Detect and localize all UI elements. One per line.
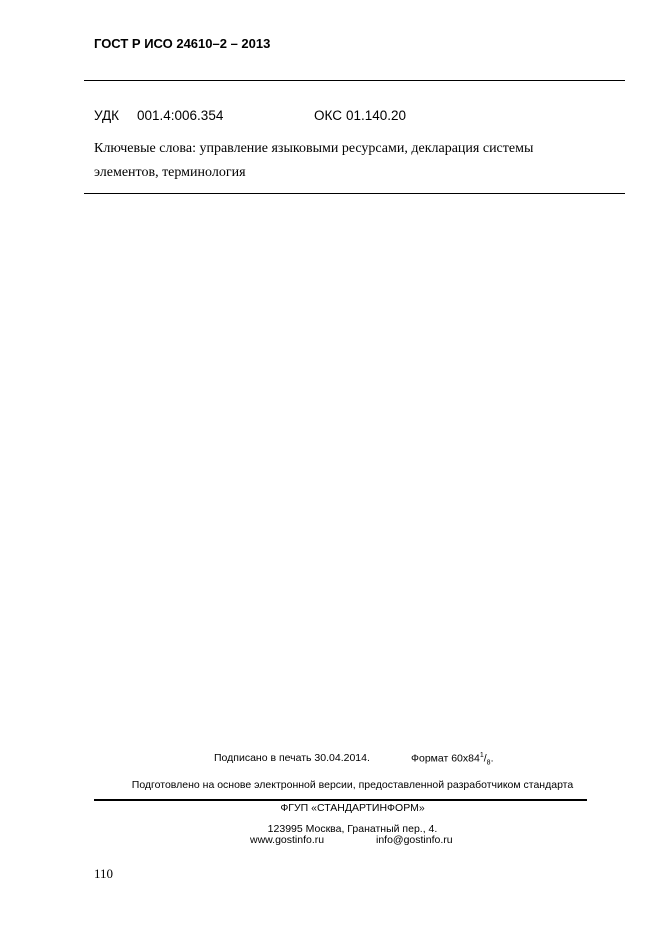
publisher-name: ФГУП «СТАНДАРТИНФОРМ» (280, 802, 425, 814)
format-prefix: Формат 60х84 (411, 752, 480, 765)
publisher-website: www.gostinfo.ru (250, 834, 325, 846)
oks-label: ОКС (314, 108, 342, 123)
oks-value: 01.140.20 (346, 108, 407, 123)
print-format: Формат $60х84^1/_8$. (411, 752, 494, 767)
imprint-divider (94, 799, 587, 801)
udk-value: 001.4:006.354 (137, 108, 224, 123)
header-divider (84, 80, 625, 81)
keywords-divider (84, 193, 625, 194)
publisher-email: info@gostinfo.ru (376, 834, 453, 846)
page-number: 110 (94, 866, 114, 881)
signed-for-print: Подписано в печать 30.04.2014. (214, 752, 370, 764)
publisher-address: 123995 Москва, Гранатный пер., 4. (267, 823, 438, 835)
keywords-line-1: Ключевые слова: управление языковыми ресурсами, декларация системы (94, 141, 534, 156)
keywords-line-2: элементов, терминология (94, 165, 246, 180)
format-suffix: . (490, 752, 494, 765)
document-title: ГОСТ Р ИСО 24610–2 – 2013 (94, 36, 271, 51)
format-numerator: 1 (479, 752, 484, 759)
udk-label: УДК (94, 108, 119, 123)
prepared-note: Подготовлено на основе электронной версии, предоставленной разработчиком стандарта (131, 779, 574, 791)
format-denominator: 8 (486, 759, 491, 767)
